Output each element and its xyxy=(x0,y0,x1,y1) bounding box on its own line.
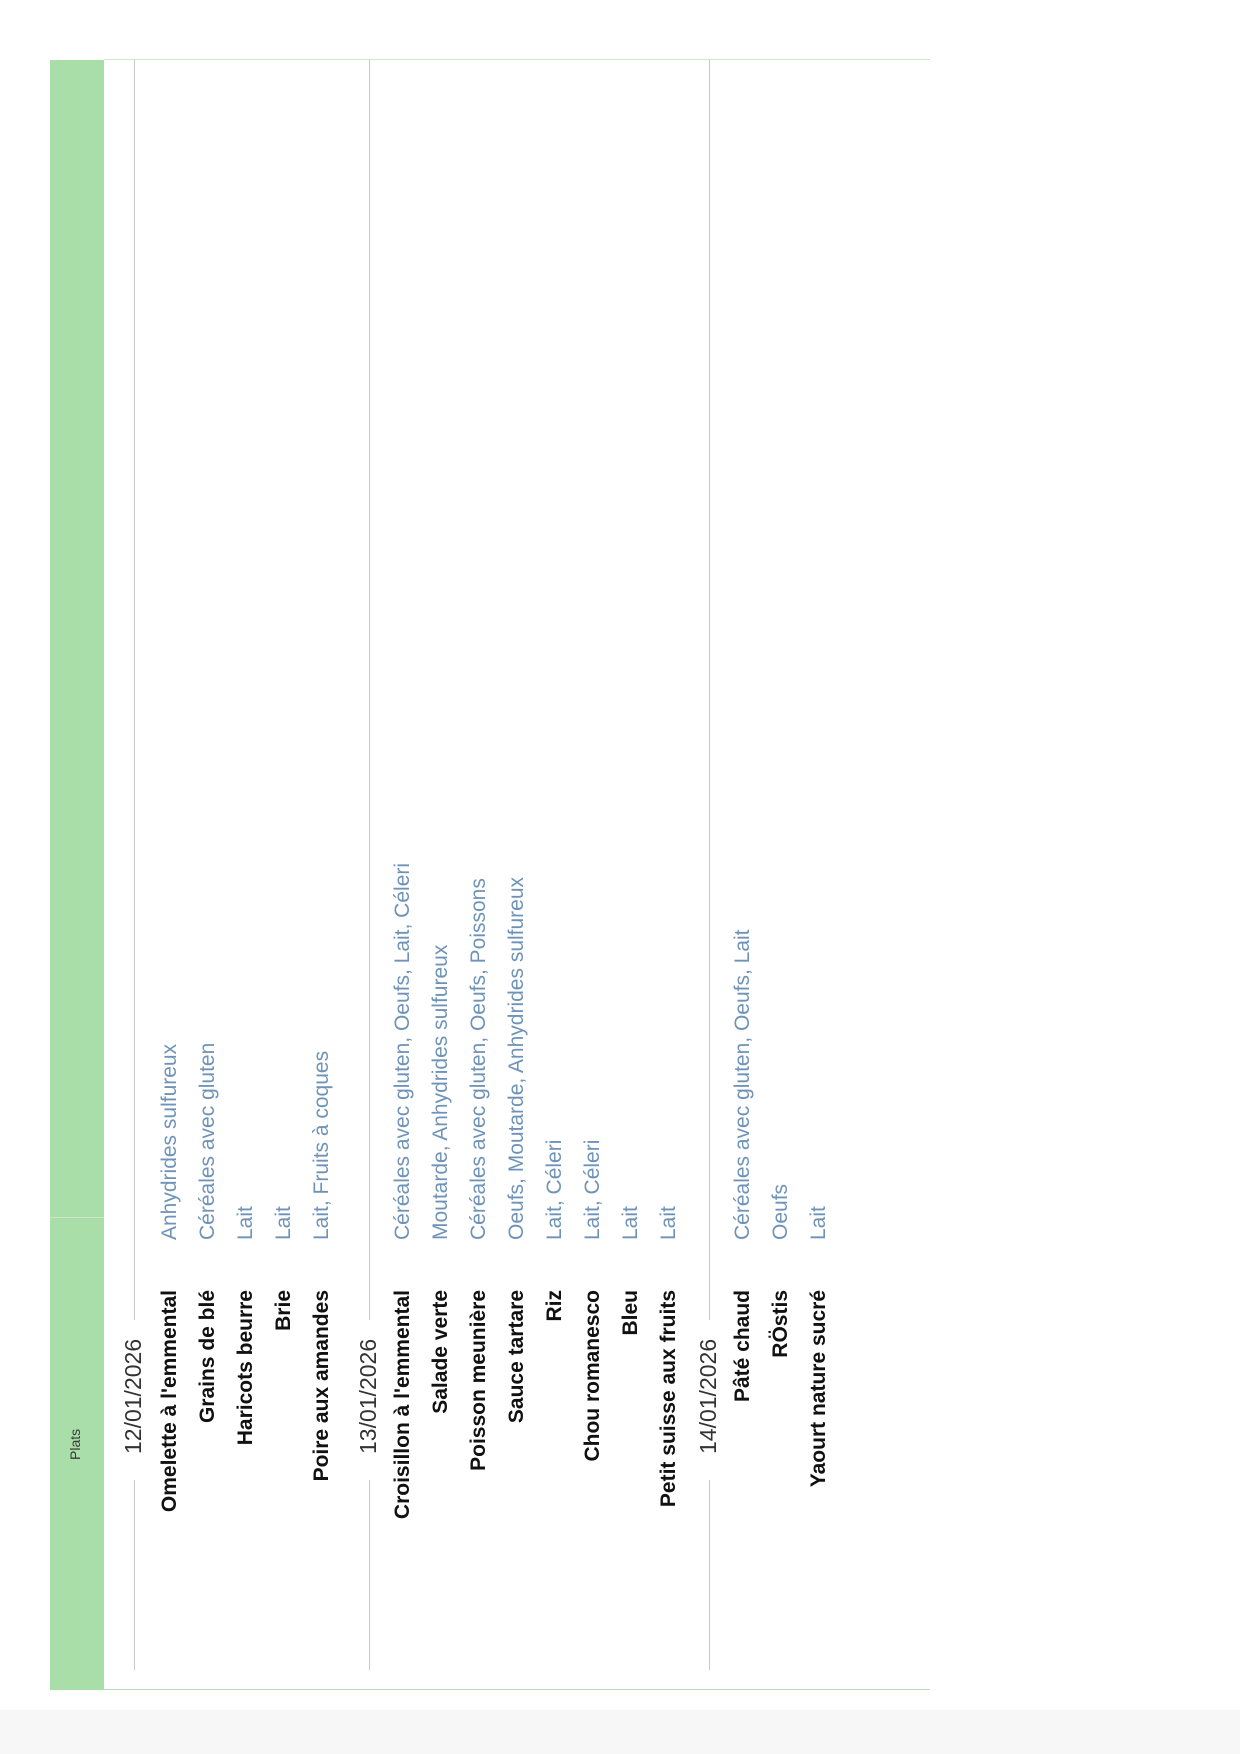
allergen-list: Lait xyxy=(272,1206,295,1240)
dish-name: Omelette à l'emmental xyxy=(158,1290,181,1513)
table-row xyxy=(385,60,425,1690)
dish-name: Yaourt nature sucré xyxy=(807,1290,830,1488)
allergen-list: Lait xyxy=(807,1206,830,1240)
date-rule xyxy=(709,1480,710,1670)
date-rule xyxy=(369,60,370,1320)
scan-margin xyxy=(0,1710,1240,1754)
allergen-list: Céréales avec gluten xyxy=(196,1042,219,1240)
allergen-list: Lait, Fruits à coques xyxy=(310,1050,333,1240)
dish-name: Petit suisse aux fruits xyxy=(657,1290,680,1508)
dish-name: Haricots beurre xyxy=(234,1290,257,1446)
allergen-list: Anhydrides sulfureux xyxy=(158,1043,181,1240)
date-rule xyxy=(369,1480,370,1670)
dish-name: Brie xyxy=(272,1290,295,1331)
table-row xyxy=(423,60,463,1690)
allergen-list: Céréales avec gluten, Oeufs, Lait, Céleri xyxy=(391,862,414,1240)
dish-name: RÖstis xyxy=(769,1290,792,1358)
allergen-list: Lait, Céleri xyxy=(581,1139,604,1240)
table-row xyxy=(228,60,268,1690)
dish-name: Pâté chaud xyxy=(731,1290,754,1403)
date-rule xyxy=(134,60,135,1320)
day-date: 14/01/2026 xyxy=(695,1338,721,1454)
allergen-list: Céréales avec gluten, Oeufs, Poissons xyxy=(467,878,490,1240)
dish-name: Salade verte xyxy=(429,1290,452,1414)
table-header xyxy=(50,60,104,1690)
allergen-list: Moutarde, Anhydrides sulfureux xyxy=(429,944,452,1240)
dish-name: Poire aux amandes xyxy=(310,1290,333,1482)
dish-name: Bleu xyxy=(619,1290,642,1336)
allergen-table xyxy=(50,60,930,1690)
dish-name: Chou romanesco xyxy=(581,1290,604,1462)
table-row xyxy=(725,60,765,1690)
allergen-list: Lait xyxy=(619,1206,642,1240)
table-row xyxy=(266,60,306,1690)
table-row xyxy=(575,60,615,1690)
allergen-list: Oeufs xyxy=(769,1183,792,1240)
allergen-list: Lait, Céleri xyxy=(543,1139,566,1240)
table-row xyxy=(763,60,803,1690)
table-row xyxy=(499,60,539,1690)
dish-name: Grains de blé xyxy=(196,1290,219,1424)
dish-name: Croisillon à l'emmental xyxy=(391,1290,414,1520)
allergen-list: Lait xyxy=(234,1206,257,1240)
dish-name: Riz xyxy=(543,1290,566,1322)
day-date: 13/01/2026 xyxy=(355,1338,381,1454)
allergen-list: Céréales avec gluten, Oeufs, Lait xyxy=(731,929,754,1240)
table-row xyxy=(537,60,577,1690)
table-row xyxy=(651,60,691,1690)
day-date: 12/01/2026 xyxy=(120,1338,146,1454)
header-divider xyxy=(50,1217,104,1218)
table-row xyxy=(613,60,653,1690)
table-row xyxy=(461,60,501,1690)
date-rule xyxy=(134,1480,135,1670)
table-row xyxy=(304,60,344,1690)
date-rule xyxy=(709,60,710,1320)
table-row xyxy=(190,60,230,1690)
allergen-list: Oeufs, Moutarde, Anhydrides sulfureux xyxy=(505,876,528,1240)
allergen-list: Lait xyxy=(657,1206,680,1240)
dish-name: Sauce tartare xyxy=(505,1290,528,1424)
table-row xyxy=(801,60,841,1690)
column-header-plats: Plats xyxy=(67,1428,83,1460)
dish-name: Poisson meunière xyxy=(467,1290,490,1471)
table-row xyxy=(152,60,192,1690)
